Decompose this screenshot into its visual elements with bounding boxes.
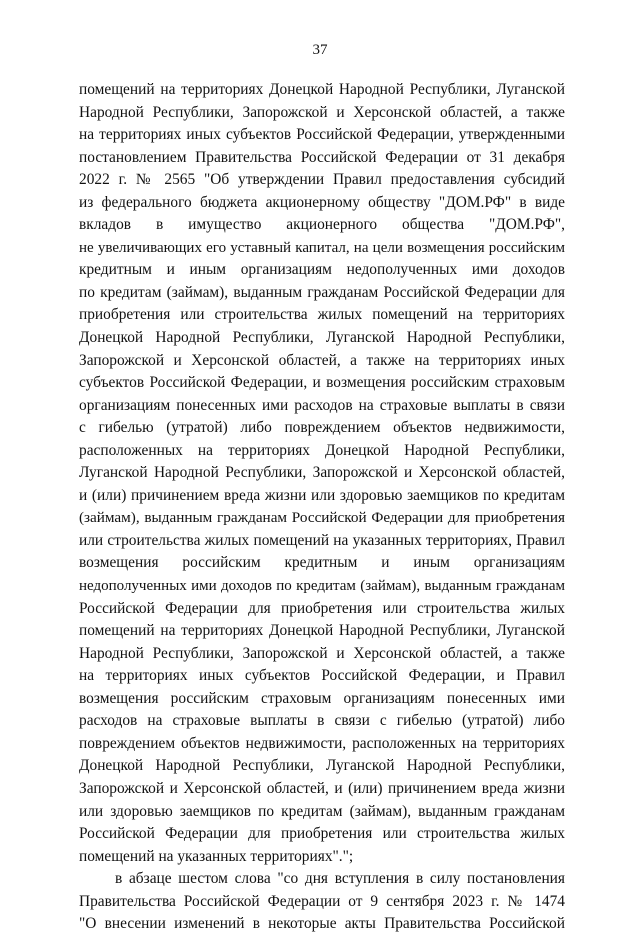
text-line: "О внесении изменений в некоторые акты Правительства Российской	[79, 915, 565, 933]
text-line: расположенных на территориях Донецкой Народной Республики,	[79, 441, 565, 459]
text-line: постановлением Правительства Российской Федерации от 31 декабря	[79, 148, 565, 166]
text-line: расходов на страховые выплаты в связи с гибелью (утратой) либо	[79, 712, 565, 730]
text-line: или здоровью заемщиков по кредитам (займам), выданным гражданам	[79, 802, 565, 820]
text-line: повреждением объектов недвижимости, расположенных на территориях	[79, 734, 565, 752]
text-line: приобретения или строительства жилых помещений на территориях	[79, 306, 565, 324]
text-line: с гибелью (утратой) либо повреждением объектов недвижимости,	[79, 419, 565, 437]
text-line: Российской Федерации для приобретения или строительства жилых	[79, 599, 565, 617]
text-line: организациям понесенных ими расходов на страховые выплаты в связи	[79, 396, 565, 414]
text-line: Донецкой Народной Республики, Луганской Народной Республики,	[79, 757, 565, 775]
text-line: в абзаце шестом слова "со дня вступления в силу постановления	[115, 870, 565, 888]
text-line: Правительства Российской Федерации от 9 сентября 2023 г. № 1474	[79, 892, 565, 910]
text-line: Донецкой Народной Республики, Луганской Народной Республики,	[79, 329, 565, 347]
text-line: Запорожской и Херсонской областей, а также на территориях иных	[79, 351, 565, 369]
text-line: или строительства жилых помещений на указанных территориях, Правил	[79, 531, 565, 549]
text-line: Народной Республики, Запорожской и Херсонской областей, а также	[79, 103, 565, 121]
text-line: Российской Федерации для приобретения или строительства жилых	[79, 825, 565, 843]
text-line: помещений на территориях Донецкой Народной Республики, Луганской	[79, 622, 565, 640]
text-line: на территориях иных субъектов Российской Федерации, и Правил	[79, 667, 565, 685]
text-line: 2022 г. № 2565 "Об утверждении Правил предоставления субсидий	[79, 171, 565, 189]
text-line: возмещения российским страховым организациям понесенных ими	[79, 689, 565, 707]
text-line: Народной Республики, Запорожской и Херсонской областей, а также	[79, 644, 565, 662]
text-line: помещений на территориях Донецкой Народной Республики, Луганской	[79, 81, 565, 98]
text-line: из федерального бюджета акционерному обществу "ДОМ.РФ" в виде	[79, 193, 565, 211]
text-line: на территориях иных субъектов Российской Федерации, утвержденными	[79, 126, 565, 144]
text-line: вкладов в имуществo акционерного общества "ДОМ.РФ",	[79, 216, 565, 234]
text-line: кредитным и иным организациям недополученных ими доходов	[79, 261, 565, 279]
text-line: субъектов Российской Федерации, и возмещения российским страховым	[79, 374, 565, 392]
text-line: недополученных ими доходов по кредитам (займам), выданным гражданам	[79, 578, 565, 595]
text-line: Луганской Народной Республики, Запорожской и Херсонской областей,	[79, 464, 565, 482]
document-body	[79, 79, 565, 936]
text-line: возмещения российским кредитным и иным организациям	[79, 554, 565, 572]
text-line: Запорожской и Херсонской областей, и (или) причинением вреда жизни	[79, 779, 565, 797]
text-line: и (или) причинением вреда жизни или здоровью заемщиков по кредитам	[79, 486, 565, 504]
text-line: не увеличивающих его уставный капитал, на цели возмещения российским	[79, 239, 565, 256]
page-number: 37	[312, 42, 328, 58]
text-line: помещений на указанных территориях".";	[79, 847, 354, 865]
text-line: по кредитам (займам), выданным гражданам Российской Федерации для	[79, 283, 565, 301]
text-line: (займам), выданным гражданам Российской Федерации для приобретения	[79, 509, 565, 527]
